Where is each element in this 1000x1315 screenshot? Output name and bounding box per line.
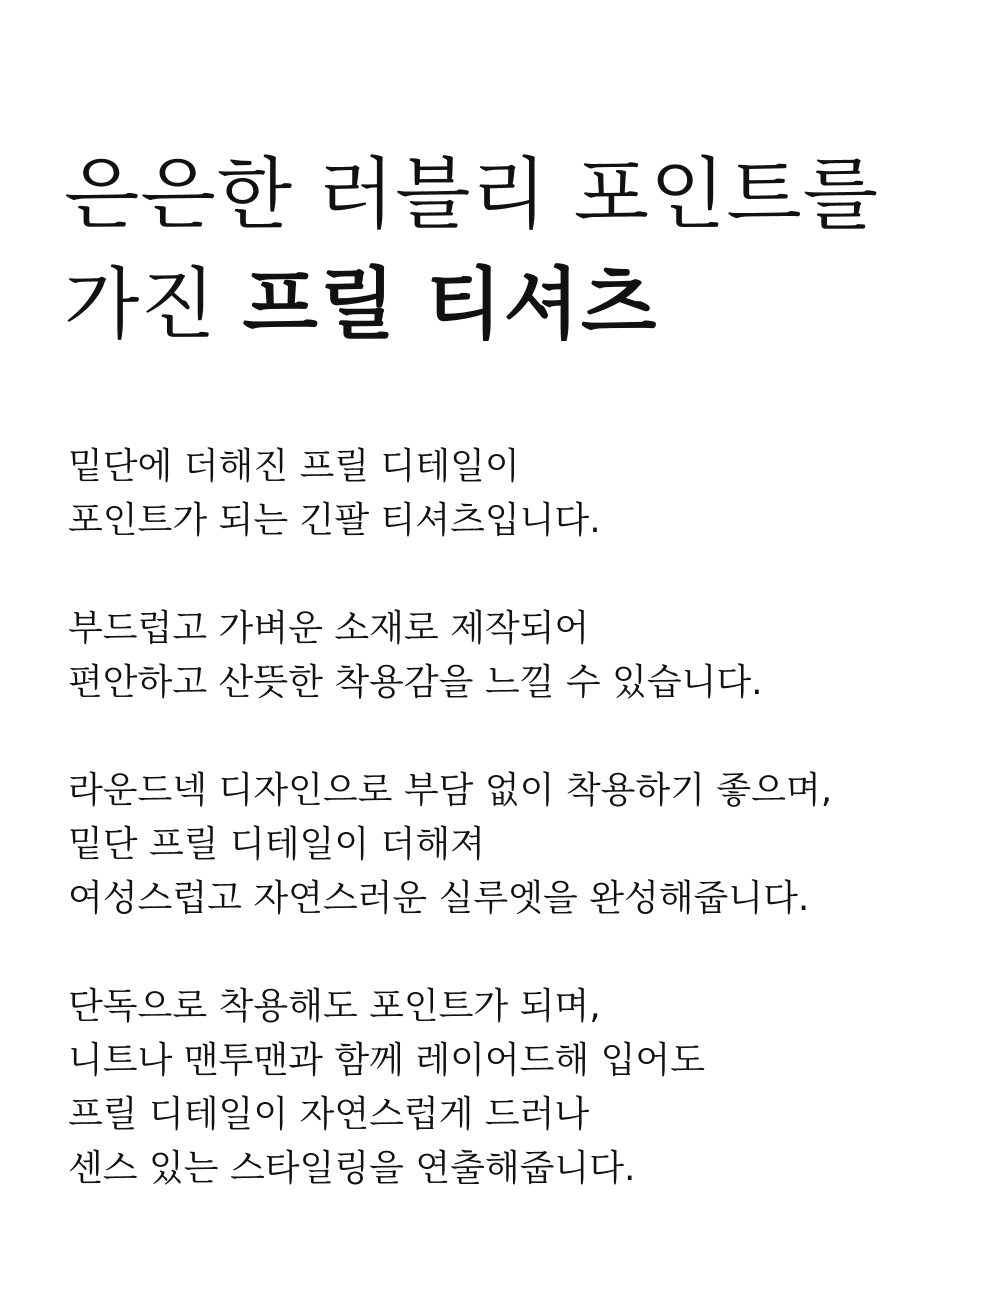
paragraph-line: 단독으로 착용해도 포인트가 되며, bbox=[68, 986, 601, 1027]
paragraph-line: 라운드넥 디자인으로 부담 없이 착용하기 좋으며, bbox=[68, 770, 833, 811]
paragraph-line: 센스 있는 스타일링을 연출해줍니다. bbox=[68, 1148, 636, 1189]
paragraph-line: 프릴 디테일이 자연스럽게 드러나 bbox=[68, 1094, 590, 1135]
description-body bbox=[68, 440, 968, 1250]
paragraph-4 bbox=[68, 980, 968, 1196]
paragraph-line: 포인트가 되는 긴팔 티셔츠입니다. bbox=[68, 500, 601, 541]
headline-line-2 bbox=[64, 250, 964, 360]
headline-line-1: 은은한 러블리 포인트를 bbox=[64, 150, 880, 240]
paragraph-1 bbox=[68, 440, 968, 548]
headline-line-2-regular: 가진 bbox=[64, 260, 217, 350]
headline-line-2-bold: 프릴 티셔츠 bbox=[242, 260, 659, 350]
paragraph-2 bbox=[68, 602, 968, 710]
paragraph-line: 밑단 프릴 디테일이 더해져 bbox=[68, 824, 485, 865]
paragraph-line: 여성스럽고 자연스러운 실루엣을 완성해줍니다. bbox=[68, 878, 810, 919]
paragraph-line: 밑단에 더해진 프릴 디테일이 bbox=[68, 446, 520, 487]
paragraph-line: 부드럽고 가벼운 소재로 제작되어 bbox=[68, 608, 590, 649]
paragraph-line: 편안하고 산뜻한 착용감을 느낄 수 있습니다. bbox=[68, 662, 763, 703]
headline bbox=[64, 140, 964, 360]
paragraph-3 bbox=[68, 764, 968, 926]
paragraph-line: 니트나 맨투맨과 함께 레이어드해 입어도 bbox=[68, 1040, 705, 1081]
